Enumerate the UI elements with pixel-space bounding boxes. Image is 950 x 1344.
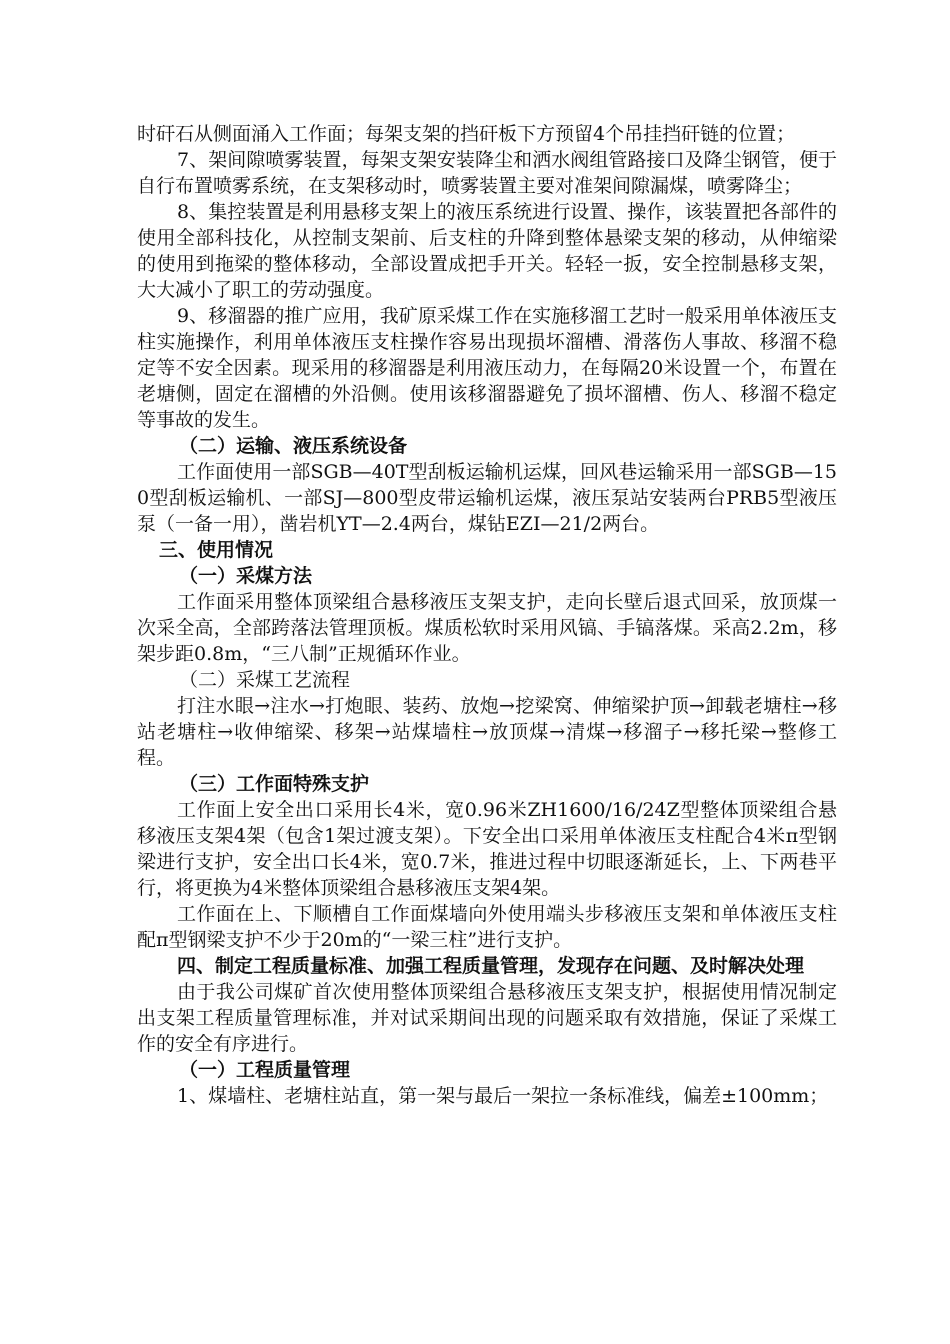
paragraph-process-flow: 打注水眼→注水→打炮眼、装药、放炮→挖梁窝、伸缩梁护顶→卸载老塘柱→移站老塘柱→收伸缩梁、移架→站煤墙柱→放顶煤→清煤→移溜子→移托梁→整修工程。 xyxy=(137,695,837,769)
section-heading-quality: 四、制定工程质量标准、加强工程质量管理，发现存在问题、及时解决处理 xyxy=(177,955,805,977)
subheading-transport-hydraulic: （二）运输、液压系统设备 xyxy=(179,435,408,457)
paragraph-continuation: 时矸石从侧面涌入工作面；每架支架的挡矸板下方预留4个吊挂挡矸链的位置； xyxy=(137,123,796,145)
paragraph-item-8: 8、集控装置是利用悬移支架上的液压系统进行设置、操作，该装置把各部件的使用全部科技化，从控制支架前、后支柱的升降到整体悬梁支架的移动，从伸缩梁的使用到拖梁的整体移动，全部设置成把手开关。轻轻一扳，安全控制悬移支架，大大减小了职工的劳动强度。 xyxy=(137,201,837,301)
paragraph-item-9: 9、移溜器的推广应用，我矿原采煤工作在实施移溜工艺时一般采用单体液压支柱实施操作，利用单体液压支柱操作容易出现损坏溜槽、滑落伤人事故、移溜不稳定等不安全因素。现采用的移溜器是利用液压动力，在每隔20米设置一个，布置在老塘侧，固定在溜槽的外沿侧。使用该移溜器避免了损坏溜槽、伤人、移溜不稳定等事故的发生。 xyxy=(137,305,837,431)
paragraph-mining-method: 工作面采用整体顶梁组合悬移液压支架支护，走向长壁后退式回采，放顶煤一次采全高，全部跨落法管理顶板。煤质松软时采用风镐、手镐落煤。采高2.2m，移架步距0.8m，“三八制”正规循环作业。 xyxy=(137,591,837,665)
subheading-quality-management: （一）工程质量管理 xyxy=(179,1059,351,1081)
subheading-mining-method: （一）采煤方法 xyxy=(179,565,313,587)
paragraph-quality-item-1: 1、煤墙柱、老塘柱站直，第一架与最后一架拉一条标准线，偏差±100mm； xyxy=(177,1085,829,1107)
paragraph-quality-intro: 由于我公司煤矿首次使用整体顶梁组合悬移液压支架支护，根据使用情况制定出支架工程质量管理标准，并对试采期间出现的问题采取有效措施，保证了采煤工作的安全有序进行。 xyxy=(137,981,837,1055)
document-page xyxy=(137,121,837,1109)
paragraph-equipment: 工作面使用一部SGB—40T型刮板运输机运煤，回风巷运输采用一部SGB—150型刮板运输机、一部SJ—800型皮带运输机运煤，液压泵站安装两台PRB5型液压泵（一备一用），凿岩机YT—2.4两台，煤钻EZI—21/2两台。 xyxy=(137,461,837,535)
subheading-special-support: （三）工作面特殊支护 xyxy=(179,773,370,795)
section-heading-usage: 三、使用情况 xyxy=(159,539,274,561)
paragraph-special-support-2: 工作面在上、下顺槽自工作面煤墙向外使用端头步移液压支架和单体液压支柱配π型钢梁支护不少于20m的“一梁三柱”进行支护。 xyxy=(137,903,837,951)
paragraph-special-support-1: 工作面上安全出口采用长4米，宽0.96米ZH1600/16/24Z型整体顶梁组合悬移液压支架4架（包含1架过渡支架）。下安全出口采用单体液压支柱配合4米π型钢梁进行支护，安全出口长4米，宽0.7米，推进过程中切眼逐渐延长，上、下两巷平行，将更换为4米整体顶梁组合悬移液压支架4架。 xyxy=(137,799,837,899)
subheading-process-flow: （二）采煤工艺流程 xyxy=(179,669,351,691)
paragraph-item-7: 7、架间隙喷雾装置，每架支架安装降尘和洒水阀组管路接口及降尘钢管，便于自行布置喷雾系统，在支架移动时，喷雾装置主要对准架间隙漏煤，喷雾降尘； xyxy=(137,149,837,197)
